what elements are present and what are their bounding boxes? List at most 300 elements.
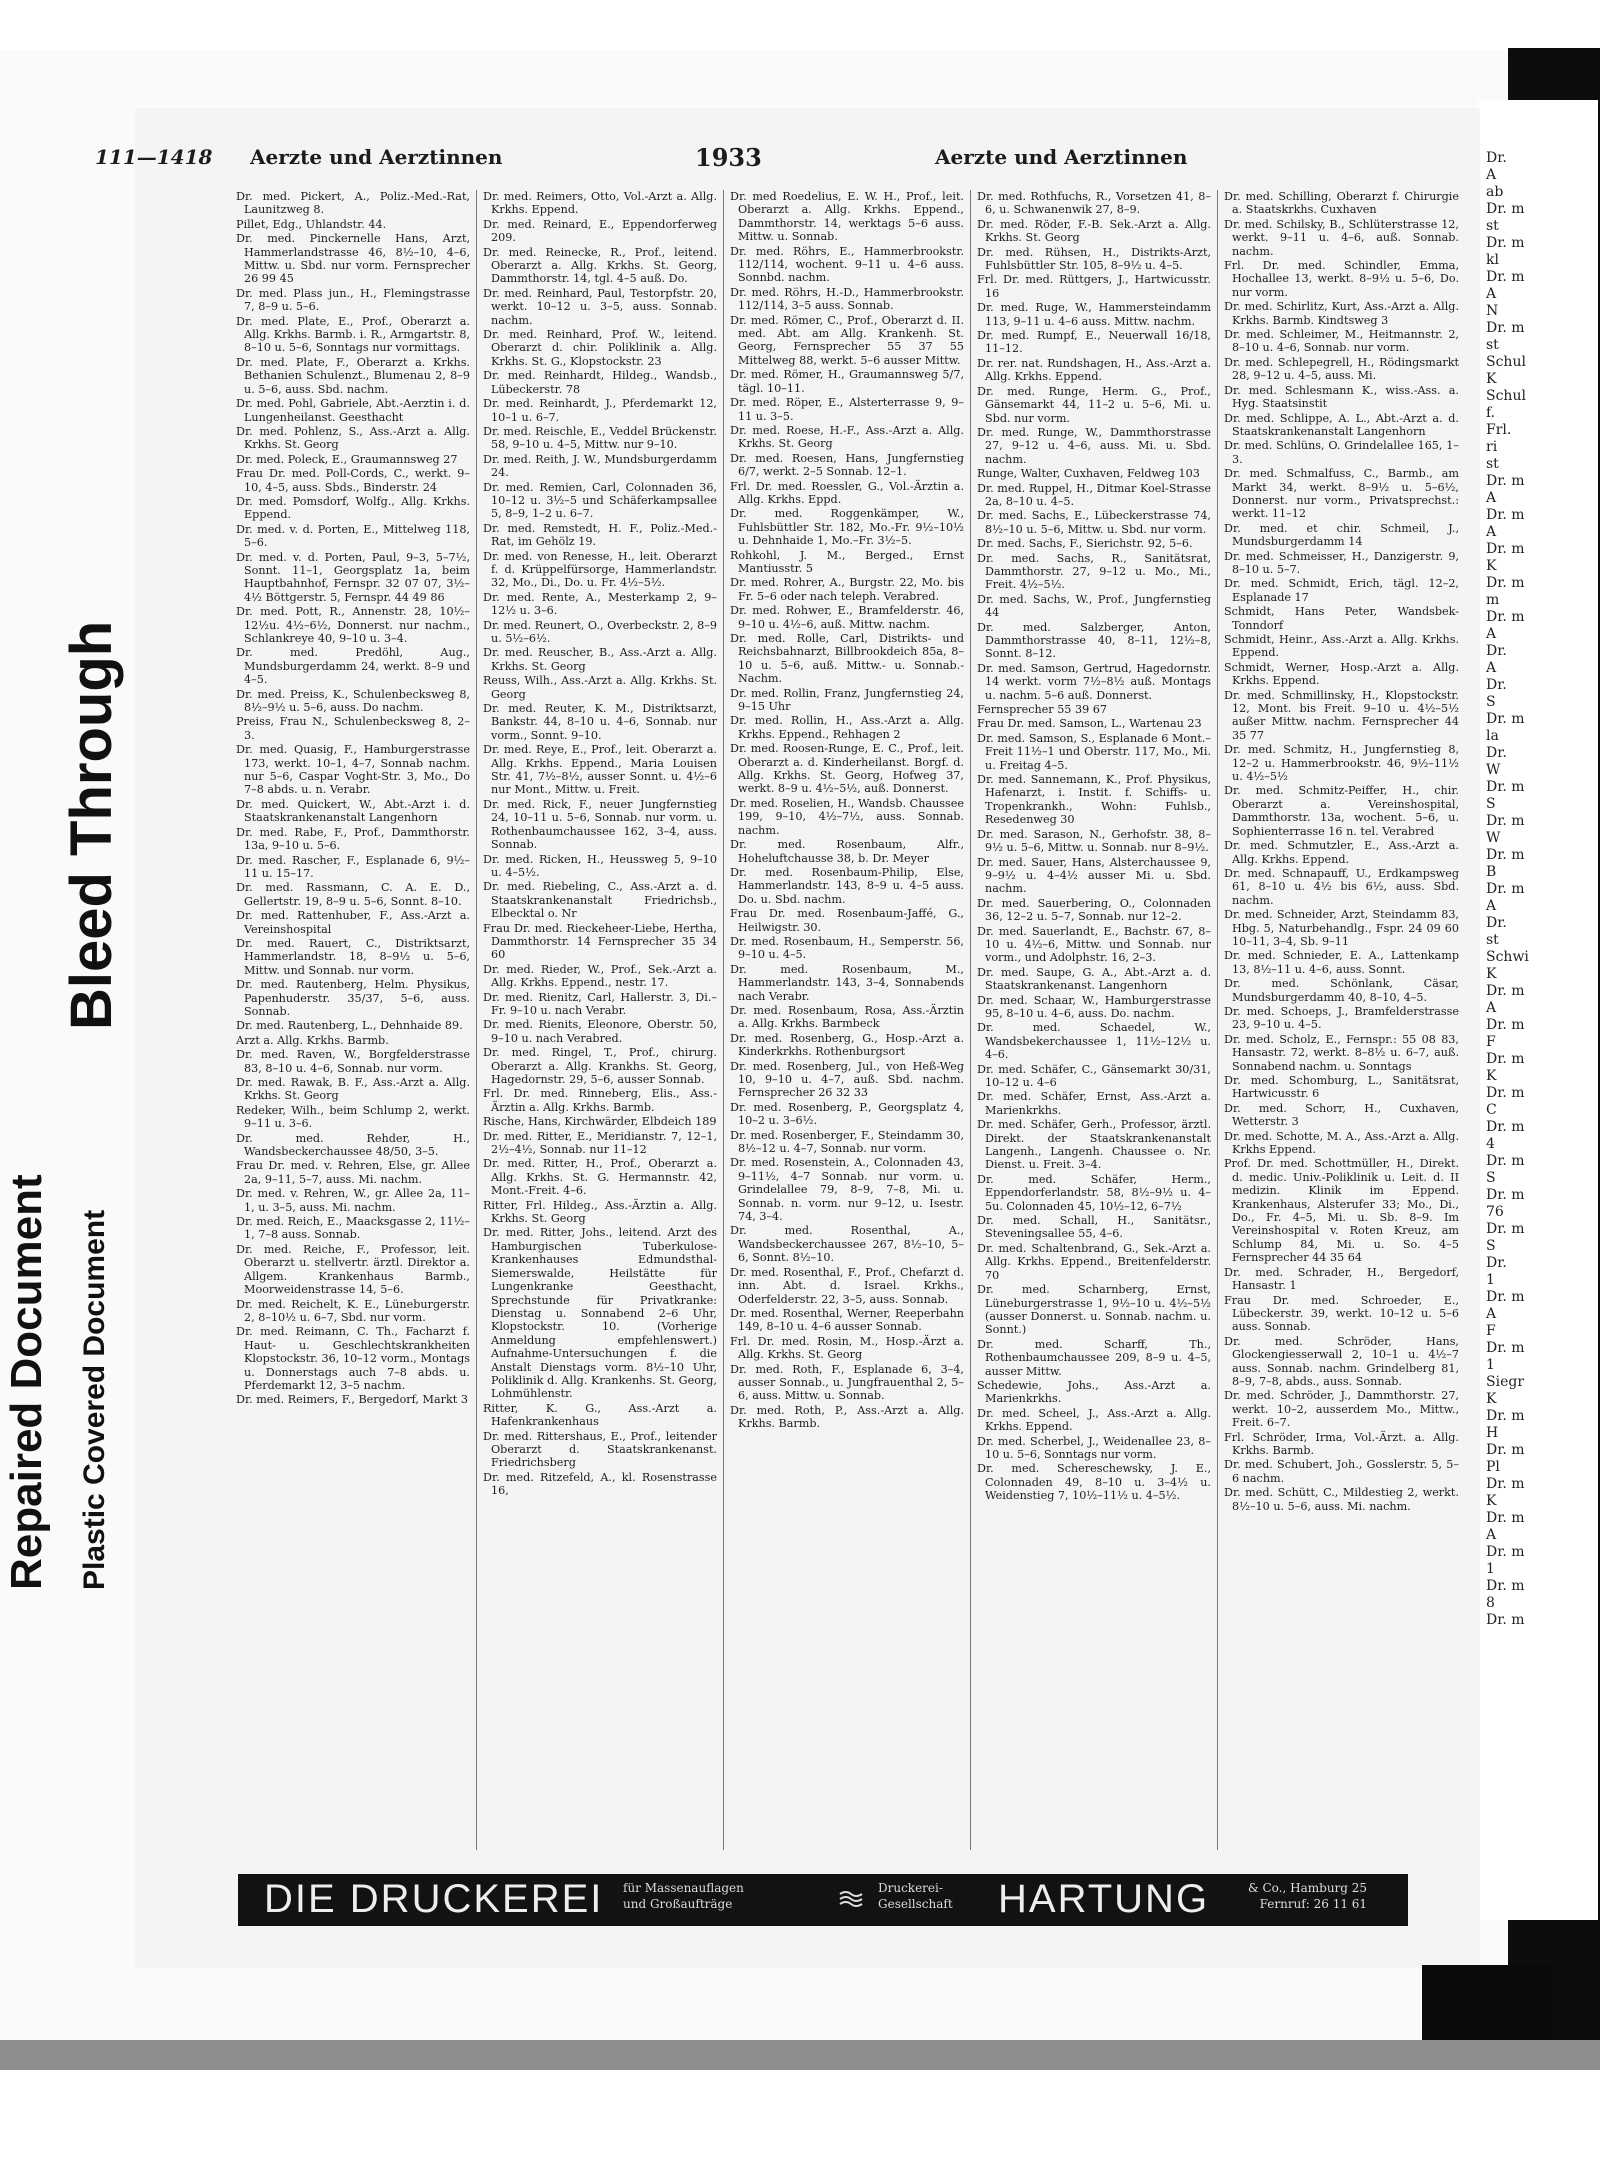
next-page-fragment: ab bbox=[1486, 184, 1504, 200]
advert-subtitle-left-1: für Massenauflagen bbox=[623, 1881, 744, 1895]
directory-entry-text: Dr. med. Ricken, H., Heussweg 5, 9–10 u. 4–5½. bbox=[483, 852, 717, 879]
directory-entry-text: Dr. med. Scholz, E., Fernspr.: 55 08 83, Hansastr. 72, werkt. 8–8½ u. 6–7, auß. Sonnabend nachm. u. Sonntags bbox=[1224, 1032, 1459, 1073]
directory-entry bbox=[483, 1115, 717, 1128]
next-page-fragment: Dr. m bbox=[1486, 507, 1525, 523]
directory-entry bbox=[236, 1393, 470, 1406]
directory-entry-text: Dr. med. Rosenbaum-Philip, Else, Hammerlandstr. 143, 8–9 u. 4–5 auss. Do. u. Sbd. nachm. bbox=[730, 865, 964, 906]
directory-entry bbox=[977, 1090, 1211, 1117]
directory-entry bbox=[1224, 977, 1459, 1004]
directory-entry-text: Dr. med. Reinhard, Paul, Testorpfstr. 20, werkt. 10–12 u. 3–5, auss. Sonnab. nachm. bbox=[483, 286, 717, 327]
directory-entry-text: Dr. med. Rothfuchs, R., Vorsetzen 41, 8–6, u. Schwanenwik 27, 8–9. bbox=[977, 190, 1211, 217]
directory-entry bbox=[977, 897, 1211, 924]
directory-entry-text: Ritter, K. G., Ass.-Arzt a. Hafenkrankenhaus bbox=[483, 1401, 717, 1429]
directory-entry-text: Dr. med. Reichelt, K. E., Lüneburgerstr. 2, 8–10½ u. 6–7, Sbd. nur vorm. bbox=[236, 1297, 470, 1324]
directory-columns bbox=[230, 190, 1465, 1850]
next-page-fragment: K bbox=[1486, 558, 1497, 574]
directory-entry bbox=[1224, 190, 1459, 217]
directory-entry bbox=[236, 1019, 470, 1032]
next-page-fragment: Dr. m bbox=[1486, 779, 1525, 795]
next-page-fragment: Dr. m bbox=[1486, 1578, 1525, 1594]
page-header bbox=[95, 145, 1335, 173]
directory-entry bbox=[977, 703, 1211, 716]
next-page-fragment: Dr. m bbox=[1486, 235, 1525, 251]
next-page-fragment: Dr. m bbox=[1486, 1442, 1525, 1458]
advert-subtitle-mid bbox=[878, 1880, 953, 1912]
directory-entry bbox=[483, 674, 717, 701]
directory-entry bbox=[236, 605, 470, 645]
directory-entry bbox=[977, 828, 1211, 855]
directory-entry-text: Dr. med. Scherbel, J., Weidenallee 23, 8–10 u. 5–6, Sonntags nur vorm. bbox=[977, 1434, 1211, 1461]
next-page-fragment: Dr. m bbox=[1486, 813, 1525, 829]
column-5 bbox=[1218, 190, 1465, 1850]
directory-entry bbox=[730, 1156, 964, 1223]
directory-entry bbox=[730, 797, 964, 837]
directory-entry-text: Frl. Dr. med. Roessler, G., Vol.-Ärztin a. Allg. Krkhs. Eppd. bbox=[730, 479, 964, 506]
advert-address: & Co., Hamburg 25 bbox=[1248, 1881, 1368, 1895]
directory-entry-text: Dr. med. Runge, W., Dammthorstrasse 27, 9–12 u. 4–6, auss. Mi. u. Sbd. nachm. bbox=[977, 425, 1211, 466]
next-page-fragment: Dr. m bbox=[1486, 609, 1525, 625]
directory-entry bbox=[483, 1226, 717, 1400]
directory-entry-text: Dr. med. Rosenbaum, Alfr., Hoheluftchausse 38, b. Dr. Meyer bbox=[730, 838, 964, 865]
next-page-fragment: Frl. bbox=[1486, 422, 1512, 438]
directory-entry bbox=[236, 495, 470, 522]
next-page-fragment: Siegr bbox=[1486, 1374, 1525, 1390]
directory-entry bbox=[977, 1063, 1211, 1090]
directory-entry-text: Dr. rer. nat. Rundshagen, H., Ass.-Arzt a. Allg. Krkhs. Eppend. bbox=[977, 356, 1211, 384]
directory-entry bbox=[730, 1129, 964, 1156]
directory-entry bbox=[730, 1404, 964, 1431]
directory-entry-text: Dr. med. Rolle, Carl, Distrikts- und Reichsbahnarzt, Billbrookdeich 85a, 8–10 u. 5–6, auß. Mittw.- u. Sonnab.-Nachm. bbox=[730, 632, 964, 686]
directory-entry-text: Dr. med. Schütt, C., Mildestieg 2, werkt. 8½–10 u. 5–6, auss. Mi. nachm. bbox=[1224, 1486, 1459, 1513]
directory-entry-text: Dr. med. Schmidt, Erich, tägl. 12–2, Esplanade 17 bbox=[1224, 577, 1459, 604]
directory-entry-text: Dr. med. Schröder, J., Dammthorstr. 27, werkt. 10–2, ausserdem Mo., Mittw., Freit. 6–7. bbox=[1224, 1389, 1459, 1430]
directory-entry bbox=[236, 909, 470, 936]
next-page-fragment: Dr. m bbox=[1486, 1051, 1525, 1067]
directory-entry-text: Dr. med. Remien, Carl, Colonnaden 36, 10–12 u. 3½–5 und Schäferkampsallee 5, 8–9, 1–2 u. 6–7. bbox=[483, 480, 717, 521]
directory-entry-text: Dr. med. Rauert, C., Distriktsarzt, Hammerlandstr. 18, 8–9½ u. 5–6, Mittw. und Sonnab. nur vorm. bbox=[236, 936, 470, 977]
next-page-fragment: Dr. bbox=[1486, 150, 1507, 166]
next-page-fragment: 4 bbox=[1486, 1136, 1495, 1152]
directory-entry-text: Dr. med. Schaedel, W., Wandsbekerchaussee 1, 11½–12½ u. 4–6. bbox=[977, 1021, 1211, 1062]
directory-entry-text: Dr. med. Röder, F.-B. Sek.-Arzt a. Allg. Krkhs. St. Georg bbox=[977, 217, 1211, 245]
header-title-right: Aerzte und Aerztinnen bbox=[935, 145, 1188, 169]
directory-entry bbox=[1224, 867, 1459, 907]
next-page-fragment: A bbox=[1486, 286, 1497, 302]
directory-entry bbox=[977, 925, 1211, 965]
directory-entry bbox=[236, 190, 470, 217]
directory-entry bbox=[977, 773, 1211, 827]
directory-entry-text: Dr. med. Pinckernelle Hans, Arzt, Hammerlandstrasse 46, 8½–10, 4–6, Mittw. u. Sbd. nur vorm. Fernsprecher 26 99 45 bbox=[236, 232, 470, 286]
directory-entry-text: Dr. med. Schirlitz, Kurt, Ass.-Arzt a. Allg. Krkhs. Barmb. Kindtsweg 3 bbox=[1224, 300, 1459, 327]
directory-entry bbox=[236, 854, 470, 881]
directory-entry bbox=[236, 743, 470, 797]
directory-entry bbox=[236, 551, 470, 605]
directory-entry-text: Dr. med. Römer, H., Graumannsweg 5/7, tägl. 10–11. bbox=[730, 368, 964, 395]
directory-entry-text: Dr. med. Sachs, E., Lübeckerstrasse 74, 8½–10 u. 5–6, Mittw. u. Sbd. nur vorm. bbox=[977, 509, 1211, 536]
directory-entry-text: Dr. med. Sarason, N., Gerhofstr. 38, 8–9½ u. 5–6, Mittw. u. Sonnab. nur 8–9½. bbox=[977, 827, 1211, 855]
directory-entry-text: Dr. med. Rick, F., neuer Jungfernstieg 24, 10–11 u. 5–6, Sonnab. nur vorm. u. Rothenbaumchaussee 162, 3–4, auss. Sonnab. bbox=[483, 797, 717, 852]
directory-entry bbox=[483, 591, 717, 618]
directory-entry bbox=[236, 1104, 470, 1131]
directory-entry bbox=[1224, 1005, 1459, 1032]
directory-entry bbox=[483, 190, 717, 217]
directory-entry bbox=[730, 687, 964, 714]
directory-entry-text: Schmidt, Hans Peter, Wandsbek-Tonndorf bbox=[1224, 605, 1459, 632]
directory-entry-text: Dr. med. Schlepegrell, H., Rödingsmarkt 28, 9–12 u. 4–5, auss. Mi. bbox=[1224, 355, 1459, 383]
directory-entry-text: Dr. med. Schmalfuss, C., Barmb., am Markt 34, werkt. 8–9½ u. 5–6½, Donnerst. nur vorm., Privatsprechst.: werkt. 11–12 bbox=[1224, 467, 1459, 521]
directory-entry-text: Preiss, Frau N., Schulenbecksweg 8, 2–3. bbox=[236, 715, 470, 742]
advert-druckerei: DIE DRUCKEREI bbox=[264, 1877, 604, 1921]
next-page-fragment: F bbox=[1486, 1034, 1496, 1050]
directory-entry-text: Dr. med. Rawak, B. F., Ass.-Arzt a. Allg. Krkhs. St. Georg bbox=[236, 1076, 470, 1103]
directory-entry-text: Dr. med. Rohwer, E., Bramfelderstr. 46, 9–10 u. 4½–6, auß. Mittw. nachm. bbox=[730, 604, 964, 631]
directory-entry-text: Dr. med. v. Rehren, W., gr. Allee 2a, 11–1, u. 3–5, auss. Mi. nachm. bbox=[236, 1187, 470, 1214]
directory-entry-text: Dr. med. Scharff, Th., Rothenbaumchaussee 209, 8–9 u. 4–5, ausser Mittw. bbox=[977, 1337, 1211, 1378]
next-page-fragment: Dr. bbox=[1486, 643, 1507, 659]
directory-entry bbox=[236, 1298, 470, 1325]
directory-entry bbox=[1224, 1130, 1459, 1157]
directory-entry-text: Dr. med. Schaltenbrand, G., Sek.-Arzt a. Allg. Krkhs. Eppend., Breitenfelderstr. 70 bbox=[977, 1241, 1211, 1282]
directory-entry bbox=[1224, 328, 1459, 355]
scan-margin-top bbox=[0, 0, 1600, 40]
next-page-fragment: st bbox=[1486, 456, 1499, 472]
directory-entry-text: Dr. med. Rosenberg, Jul., von Heß-Weg 10, 9–10 u. 4–7, auß. Sbd. nachm. Fernsprecher 26 32 33 bbox=[730, 1059, 964, 1100]
directory-entry bbox=[483, 550, 717, 590]
directory-entry bbox=[977, 467, 1211, 480]
directory-entry-text: Dr. med. Schleimer, M., Heitmannstr. 2, 8–10 u. 4–6, Sonnab. nur vorm. bbox=[1224, 328, 1459, 355]
directory-entry-text: Dr. med. v. d. Porten, Paul, 9–3, 5–7½, Sonnt. 11–1, Georgsplatz 1a, beim Hauptbahnhof, Fernspr. 32 07 07, 3½–4½ Böttgerstr. 5, Fernspr. 44 49 86 bbox=[236, 550, 470, 604]
directory-entry bbox=[977, 537, 1211, 550]
directory-entry bbox=[236, 646, 470, 686]
directory-entry-text: Frau Dr. med. Rosenbaum-Jaffé, G., Heilwigstr. 30. bbox=[730, 907, 964, 934]
directory-entry-text: Dr. med. Schereschewsky, J. E., Colonnaden 49, 8–10 u. 3–4½ u. Weidenstieg 7, 10½–11½ u. 4–5½. bbox=[977, 1462, 1211, 1503]
next-page-fragment: Dr. m bbox=[1486, 1289, 1525, 1305]
next-page-fragment: Dr. m bbox=[1486, 847, 1525, 863]
next-page-fragment: K bbox=[1486, 966, 1497, 982]
directory-entry-text: Dr. med. Schomburg, L., Sanitätsrat, Hartwicusstr. 6 bbox=[1224, 1074, 1459, 1101]
directory-entry-text: Dr. med. Rosenthal, F., Prof., Chefarzt d. inn. Abt. d. Israel. Krkhs., Oderfelderstr. 22, 3–5, auss. Sonnab. bbox=[730, 1265, 964, 1306]
directory-entry-text: Schmidt, Heinr., Ass.-Arzt a. Allg. Krkhs. Eppend. bbox=[1224, 633, 1459, 660]
directory-entry-text: Dr. med. Rollin, Franz, Jungfernstieg 24, 9–15 Uhr bbox=[730, 686, 964, 714]
directory-entry bbox=[1224, 1266, 1459, 1293]
column-4 bbox=[971, 190, 1218, 1850]
directory-entry-text: Dr. med. Pohlenz, S., Ass.-Arzt a. Allg. Krkhs. St. Georg bbox=[236, 424, 470, 452]
directory-entry-text: Dr. med. Rosenstein, A., Colonnaden 43, 9–11½, 4–7 Sonnab. nur vorm. u. Grindelallee 79, 8–9, 7–8, Mi. u. Sonnab. n. vorm. nur 9–12, u. Isestr. 74, 3–4. bbox=[730, 1156, 964, 1224]
next-page-fragment: 1 bbox=[1486, 1357, 1495, 1373]
directory-entry-text: Rohkohl, J. M., Berged., Ernst Mantiusstr. 5 bbox=[730, 548, 964, 575]
directory-entry bbox=[483, 853, 717, 880]
directory-entry bbox=[977, 662, 1211, 702]
directory-entry bbox=[977, 329, 1211, 356]
next-page-fragment: Dr. m bbox=[1486, 1340, 1525, 1356]
directory-entry bbox=[977, 509, 1211, 536]
directory-entry-text: Dr. med. Schlesmann K., wiss.-Ass. a. Hyg. Staatsinstit bbox=[1224, 383, 1459, 411]
directory-entry bbox=[1224, 259, 1459, 299]
directory-entry bbox=[730, 314, 964, 368]
directory-entry-text: Dr. med. Schmitz, H., Jungfernstieg 8, 12–2 u. Hammerbrookstr. 46, 9½–11½ u. 4½–5½ bbox=[1224, 743, 1459, 784]
directory-entry-text: Dr. med. Runge, Herm. G., Prof., Gänsemarkt 44, 11–2 u. 5–6, Mi. u. Sbd. nur vorm. bbox=[977, 384, 1211, 425]
directory-entry bbox=[483, 1471, 717, 1498]
directory-entry-text: Dr. med. Schröder, Hans, Glockengiesserwall 2, 10–1 u. 4½–7 auss. Sonnab. nachm. Grindelberg 81, 8–9, 7–8, abds., auss. Sonnab. bbox=[1224, 1334, 1459, 1388]
directory-entry bbox=[1224, 412, 1459, 439]
directory-entry bbox=[730, 507, 964, 547]
next-page-fragment: la bbox=[1486, 728, 1499, 744]
directory-entry bbox=[977, 385, 1211, 425]
directory-entry bbox=[730, 963, 964, 1003]
next-page-fragment: Schwi bbox=[1486, 949, 1529, 965]
next-page-fragment: Dr. m bbox=[1486, 881, 1525, 897]
next-page-fragment: Dr. m bbox=[1486, 1119, 1525, 1135]
directory-entry-text: Dr. med. Rollin, H., Ass.-Arzt a. Allg. Krkhs. Eppend., Rehhagen 2 bbox=[730, 714, 964, 741]
directory-entry-text: Dr. med. Roesen, Hans, Jungfernstieg 6/7, werkt. 2–5 Sonnab. 12–1. bbox=[730, 451, 964, 479]
directory-entry bbox=[236, 232, 470, 286]
scan-corner-dark bbox=[1422, 1965, 1552, 2045]
directory-entry-text: Dr. med. Roggenkämper, W., Fuhlsbüttler Str. 182, Mo.-Fr. 9½–10½ u. Dehnhaide 1, Mo.–Fr. 3½–5. bbox=[730, 507, 964, 548]
directory-entry-text: Dr. med. Riebeling, C., Ass.-Arzt a. d. Staatskrankenanstalt Friedrichsb., Elbecktal o. Nr bbox=[483, 880, 717, 921]
next-page-fragment: Dr. bbox=[1486, 1255, 1507, 1271]
directory-entry bbox=[236, 1187, 470, 1214]
directory-entry bbox=[1224, 1389, 1459, 1429]
bleed-through-label: Bleed Through bbox=[59, 620, 124, 1030]
directory-entry bbox=[236, 356, 470, 396]
header-year: 1933 bbox=[695, 143, 762, 172]
directory-entry bbox=[730, 452, 964, 479]
wave-logo-icon bbox=[838, 1888, 864, 1910]
next-page-fragment: C bbox=[1486, 1102, 1497, 1118]
directory-entry bbox=[977, 1214, 1211, 1241]
next-page-fragment: Dr. m bbox=[1486, 1017, 1525, 1033]
directory-entry-text: Dr. med. Schubert, Joh., Gosslerstr. 5, 5–6 nachm. bbox=[1224, 1458, 1459, 1485]
directory-entry bbox=[1224, 743, 1459, 783]
directory-entry bbox=[977, 426, 1211, 466]
directory-entry bbox=[730, 245, 964, 285]
directory-entry-text: Dr. med. Schmutzler, E., Ass.-Arzt a. Allg. Krkhs. Eppend. bbox=[1224, 839, 1459, 866]
next-page-fragment: W bbox=[1486, 762, 1501, 778]
directory-entry bbox=[977, 1407, 1211, 1434]
directory-entry bbox=[483, 702, 717, 742]
directory-entry bbox=[483, 425, 717, 452]
directory-entry-text: Dr. med. Scheel, J., Ass.-Arzt a. Allg. Krkhs. Eppend. bbox=[977, 1406, 1211, 1434]
directory-entry bbox=[977, 1118, 1211, 1172]
directory-entry bbox=[483, 1046, 717, 1086]
directory-entry-text: Dr. med. Sannemann, K., Prof. Physikus, Hafenarzt, i. Instit. f. Schiffs- u. Tropenkrankh., Wohn: Fuhlsb., Resedenweg 30 bbox=[977, 773, 1211, 827]
directory-entry bbox=[236, 1076, 470, 1103]
directory-entry-text: Dr. med. Rassmann, C. A. E. D., Gellertstr. 19, 8–9 u. 5–6, Sonnt. 8–10. bbox=[236, 881, 470, 908]
next-page-fragment: Dr. m bbox=[1486, 320, 1525, 336]
directory-entry bbox=[236, 218, 470, 231]
advert-subtitle-mid-1: Druckerei- bbox=[878, 1881, 943, 1895]
directory-entry-text: Dr. med. Sachs, W., Prof., Jungfernstieg 44 bbox=[977, 592, 1211, 620]
next-page-fragment: Schul bbox=[1486, 388, 1526, 404]
directory-entry-text: Dr. med. Sauer, Hans, Alsterchaussee 9, 9–9½ u. 4–4½ ausser Mi. u. Sbd. nachm. bbox=[977, 855, 1211, 896]
directory-entry-text: Dr. med. Ruge, W., Hammersteindamm 113, 9–11 u. 4–6 auss. Mittw. nachm. bbox=[977, 301, 1211, 328]
directory-entry bbox=[483, 481, 717, 521]
directory-entry-text: Dr. med. Rienits, Eleonore, Oberstr. 50, 9–10 u. nach Verabred. bbox=[483, 1018, 717, 1045]
directory-entry-text: Dr. med. Pohl, Gabriele, Abt.-Aerztin i. d. Lungenheilanst. Geesthacht bbox=[236, 397, 470, 424]
next-page-fragment: f. bbox=[1486, 405, 1496, 421]
next-page-fragment: K bbox=[1486, 1391, 1497, 1407]
directory-entry bbox=[236, 523, 470, 550]
directory-entry-text: Dr. med. Rautenberg, Helm. Physikus, Papenhuderstr. 35/37, 5–6, auss. Sonnab. bbox=[236, 978, 470, 1018]
directory-entry-text: Frl. Schröder, Irma, Vol.-Ärzt. a. Allg. Krkhs. Barmb. bbox=[1224, 1430, 1459, 1457]
directory-entry bbox=[236, 425, 470, 452]
directory-entry bbox=[236, 798, 470, 825]
directory-entry bbox=[730, 1101, 964, 1128]
directory-entry bbox=[1224, 784, 1459, 838]
header-title-left: Aerzte und Aerztinnen bbox=[250, 145, 503, 169]
directory-entry bbox=[730, 396, 964, 423]
next-page-fragment: A bbox=[1486, 1306, 1497, 1322]
directory-entry bbox=[977, 357, 1211, 384]
directory-entry bbox=[730, 424, 964, 451]
directory-entry-text: Dr. med. Römer, C., Prof., Oberarzt d. II. med. Abt. am Allg. Krankenh. St. Georg, Fernsprecher 55 37 55 Mittelweg 88, werkt. 5–6 ausser Mittw. bbox=[730, 313, 964, 367]
directory-entry bbox=[236, 1215, 470, 1242]
directory-entry bbox=[1224, 1102, 1459, 1129]
directory-entry-text: Dr. med. Reinard, E., Eppendorferweg 209. bbox=[483, 217, 717, 245]
directory-entry bbox=[236, 826, 470, 853]
directory-entry-text: Dr. med. Schnapauff, U., Erdkampsweg 61, 8–10 u. 4½ bis 6½, auss. Sbd. nachm. bbox=[1224, 866, 1459, 907]
directory-entry-text: Dr. med. Schnieder, E. A., Lattenkamp 13, 8½–11 u. 4–6, auss. Sonnt. bbox=[1224, 949, 1459, 976]
directory-entry-text: Dr. med. Sauerbering, O., Colonnaden 36, 12–2 u. 5–7, Sonnab. nur 12–2. bbox=[977, 896, 1211, 924]
directory-entry-text: Frau Dr. med. Schroeder, E., Lübeckerstr. 39, werkt. 10–12 u. 5–6 auss. Sonnab. bbox=[1224, 1293, 1459, 1334]
directory-entry-text: Dr. med. Rühsen, H., Distrikts-Arzt, Fuhlsbüttler Str. 105, 8–9½ u. 4–5. bbox=[977, 245, 1211, 273]
directory-entry-text: Dr. med. Rosenthal, Werner, Reeperbahn 149, 8–10 u. 4–6 ausser Sonnab. bbox=[730, 1306, 964, 1334]
next-page-fragment: Dr. m bbox=[1486, 269, 1525, 285]
directory-entry-text: Dr. med. Rehder, H., Wandsbeckerchaussee 48/50, 3–5. bbox=[236, 1131, 470, 1159]
directory-entry bbox=[1224, 839, 1459, 866]
advert-subtitle-left-2: und Großaufträge bbox=[623, 1897, 733, 1911]
directory-entry bbox=[730, 1335, 964, 1362]
next-page-fragment: Dr. m bbox=[1486, 983, 1525, 999]
directory-entry-text: Frau Dr. med. Rieckeheer-Liebe, Hertha, Dammthorstr. 14 Fernsprecher 35 34 60 bbox=[483, 921, 717, 962]
directory-entry-text: Dr. med. Rieder, W., Prof., Sek.-Arzt a. Allg. Krkhs. Eppend., nestr. 17. bbox=[483, 962, 717, 990]
repaired-document-label: Repaired Document bbox=[2, 1174, 51, 1590]
directory-entry bbox=[1224, 522, 1459, 549]
directory-entry-text: Dr. med. Predöhl, Aug., Mundsburgerdamm 24, werkt. 8–9 und 4–5. bbox=[236, 646, 470, 687]
directory-entry-text: Dr. med. Schilling, Oberarzt f. Chirurgie a. Staatskrkhs. Cuxhaven bbox=[1224, 190, 1459, 217]
advert-phone: Fernruf: 26 11 61 bbox=[1259, 1897, 1368, 1911]
next-page-fragment: kl bbox=[1486, 252, 1499, 268]
directory-entry-text: Frl. Dr. med. Schindler, Emma, Hochallee 13, werkt. 8–9½ u. 5–6, Do. nur vorm. bbox=[1224, 259, 1459, 299]
directory-entry-text: Dr. med. Reimann, C. Th., Facharzt f. Haut- u. Geschlechtskrankheiten Klopstockstr. 36, 10–12 vorm., Montags u. Donnerstags auch 7–8 abds. u. Pferdemarkt 12, 3–5 nachm. bbox=[236, 1325, 470, 1392]
directory-entry bbox=[1224, 1074, 1459, 1101]
directory-entry-text: Dr. med. Reunert, O., Overbeckstr. 2, 8–9 u. 5½–6½. bbox=[483, 618, 717, 645]
directory-entry-text: Frl. Dr. med. Rüttgers, J., Hartwicusstr. 16 bbox=[977, 273, 1211, 300]
next-page-fragment: ri bbox=[1486, 439, 1498, 455]
directory-entry bbox=[1224, 384, 1459, 411]
next-page-fragment: Pl bbox=[1486, 1459, 1500, 1475]
directory-entry-text: Dr. med. Roselien, H., Wandsb. Chaussee 199, 9–10, 4½–7½, auss. Sonnab. nachm. bbox=[730, 796, 964, 837]
directory-entry bbox=[977, 1021, 1211, 1061]
directory-entry-text: Redeker, Wilh., beim Schlump 2, werkt. 9–11 u. 3–6. bbox=[236, 1103, 470, 1131]
directory-entry bbox=[1224, 550, 1459, 577]
directory-entry-text: Dr. med. Roosen-Runge, E. C., Prof., leit. Oberarzt a. d. Kinderheilanst. Borgf. d. Allg. Krkhs. St. Georg, Hofweg 37, werkt. 8–9 u. 4½–5½, auß. Donnerst. bbox=[730, 742, 964, 796]
directory-entry bbox=[1224, 949, 1459, 976]
next-page-fragment: H bbox=[1486, 1425, 1499, 1441]
directory-entry-text: Dr. med. Rienitz, Carl, Hallerstr. 3, Di.–Fr. 9–10 u. nach Verabr. bbox=[483, 990, 717, 1017]
directory-entry-text: Prof. Dr. med. Schottmüller, H., Direkt. d. medic. Univ.-Poliklinik u. Leit. d. II medizin. Klinik im Eppend. Krankenhaus, Alsterufer 33; Mo., Di., Do., Fr. 4–5, Mi. u. Sb. 8–9. Im Vereinshospital v. Roten Kreuz, am Schlump 84, Mi. u. So. 4–5 Fernsprecher 44 35 64 bbox=[1224, 1157, 1459, 1265]
directory-entry-text: Dr. med. et chir. Schmeil, J., Mundsburgerdamm 14 bbox=[1224, 521, 1459, 549]
directory-entry bbox=[236, 688, 470, 715]
next-page-fragment: 8 bbox=[1486, 1595, 1495, 1611]
directory-entry-text: Dr. med. Rosenbaum, Rosa, Ass.-Ärztin a. Allg. Krkhs. Barmbeck bbox=[730, 1003, 964, 1031]
directory-entry bbox=[730, 368, 964, 395]
directory-entry bbox=[977, 856, 1211, 896]
directory-entry bbox=[483, 991, 717, 1018]
directory-entry bbox=[1224, 1294, 1459, 1334]
directory-entry-text: Dr. med. Reinhardt, J., Pferdemarkt 12, 10–1 u. 6–7. bbox=[483, 397, 717, 424]
directory-entry bbox=[730, 1004, 964, 1031]
directory-entry-text: Dr. med. Sauerlandt, E., Bachstr. 67, 8–10 u. 4½–6, Mittw. und Sonnab. nur vorm., und Adolphstr. 16, 2–3. bbox=[977, 924, 1211, 965]
directory-entry-text: Dr. med. Pomsdorf, Wolfg., Allg. Krkhs. Eppend. bbox=[236, 494, 470, 522]
directory-entry bbox=[977, 273, 1211, 300]
directory-entry bbox=[730, 1060, 964, 1100]
directory-entry bbox=[483, 1087, 717, 1114]
directory-entry-text: Dr. med. Reuscher, B., Ass.-Arzt a. Allg. Krkhs. St. Georg bbox=[483, 646, 717, 673]
advert-subtitle-left bbox=[623, 1880, 744, 1912]
directory-entry bbox=[236, 1325, 470, 1392]
next-page-fragment: A bbox=[1486, 1000, 1497, 1016]
directory-entry bbox=[977, 301, 1211, 328]
directory-entry-text: Dr. med. Roth, P., Ass.-Arzt a. Allg. Krkhs. Barmb. bbox=[730, 1403, 964, 1431]
column-2 bbox=[477, 190, 724, 1850]
page-number: 111—1418 bbox=[95, 145, 213, 169]
directory-entry-text: Dr. med. Rattenhuber, F., Ass.-Arzt a. Vereinshospital bbox=[236, 909, 470, 936]
directory-entry bbox=[1224, 1486, 1459, 1513]
column-1 bbox=[230, 190, 477, 1850]
directory-entry-text: Runge, Walter, Cuxhaven, Feldweg 103 bbox=[977, 467, 1200, 481]
directory-entry bbox=[977, 966, 1211, 993]
directory-entry bbox=[236, 467, 470, 494]
directory-entry-text: Dr. med. Rosenberg, P., Georgsplatz 4, 10–2 u. 3–6½. bbox=[730, 1100, 964, 1128]
directory-entry-text: Rische, Hans, Kirchwärder, Elbdeich 189 bbox=[483, 1115, 717, 1129]
next-page-fragment: Dr. m bbox=[1486, 541, 1525, 557]
directory-entry-text: Frau Dr. med. Samson, L., Wartenau 23 bbox=[977, 717, 1202, 731]
next-page-fragment: S bbox=[1486, 1238, 1496, 1254]
directory-entry bbox=[483, 1018, 717, 1045]
next-page-fragment: A bbox=[1486, 490, 1497, 506]
directory-entry bbox=[1224, 1431, 1459, 1458]
directory-entry bbox=[483, 522, 717, 549]
next-page-fragment: A bbox=[1486, 898, 1497, 914]
directory-entry-text: Dr. med. Reimers, Otto, Vol.-Arzt a. Allg. Krkhs. Eppend. bbox=[483, 190, 717, 217]
directory-entry bbox=[1224, 605, 1459, 632]
directory-entry bbox=[977, 732, 1211, 772]
next-page-fragment: A bbox=[1486, 626, 1497, 642]
directory-entry-text: Dr. med. Schall, H., Sanitätsr., Steveningsallee 55, 4–6. bbox=[977, 1214, 1211, 1241]
directory-entry bbox=[730, 935, 964, 962]
directory-entry bbox=[730, 1032, 964, 1059]
directory-entry-text: Dr. med. Schmitz-Peiffer, H., chir. Oberarzt a. Vereinshospital, Dammthorstr. 13a, wochent. 5–6, u. Sophienterrasse 16 n. tel. Verabred bbox=[1224, 784, 1459, 838]
advert-subtitle-right bbox=[1248, 1880, 1367, 1912]
directory-entry bbox=[977, 1379, 1211, 1406]
next-page-fragment: N bbox=[1486, 303, 1499, 319]
directory-entry-text: Dr. med. Schönlank, Cäsar, Mundsburgerdamm 40, 8–10, 4–5. bbox=[1224, 977, 1459, 1004]
directory-entry bbox=[730, 286, 964, 313]
directory-entry bbox=[483, 963, 717, 990]
advert-subtitle-mid-2: Gesellschaft bbox=[878, 1897, 953, 1911]
directory-entry bbox=[483, 369, 717, 396]
directory-entry bbox=[483, 397, 717, 424]
directory-entry-text: Dr. med. von Renesse, H., leit. Oberarzt f. d. Krüppelfürsorge, Hammerlandstr. 32, Mo., Di., Do. u. Fr. 4½–5½. bbox=[483, 549, 717, 590]
directory-entry bbox=[730, 604, 964, 631]
directory-entry-text: Dr. med. v. d. Porten, E., Mittelweg 118, 5–6. bbox=[236, 522, 470, 550]
directory-entry bbox=[483, 1157, 717, 1197]
directory-entry bbox=[236, 715, 470, 742]
directory-entry bbox=[977, 246, 1211, 273]
next-page-fragment: Dr. m bbox=[1486, 575, 1525, 591]
next-page-fragment: 1 bbox=[1486, 1272, 1495, 1288]
